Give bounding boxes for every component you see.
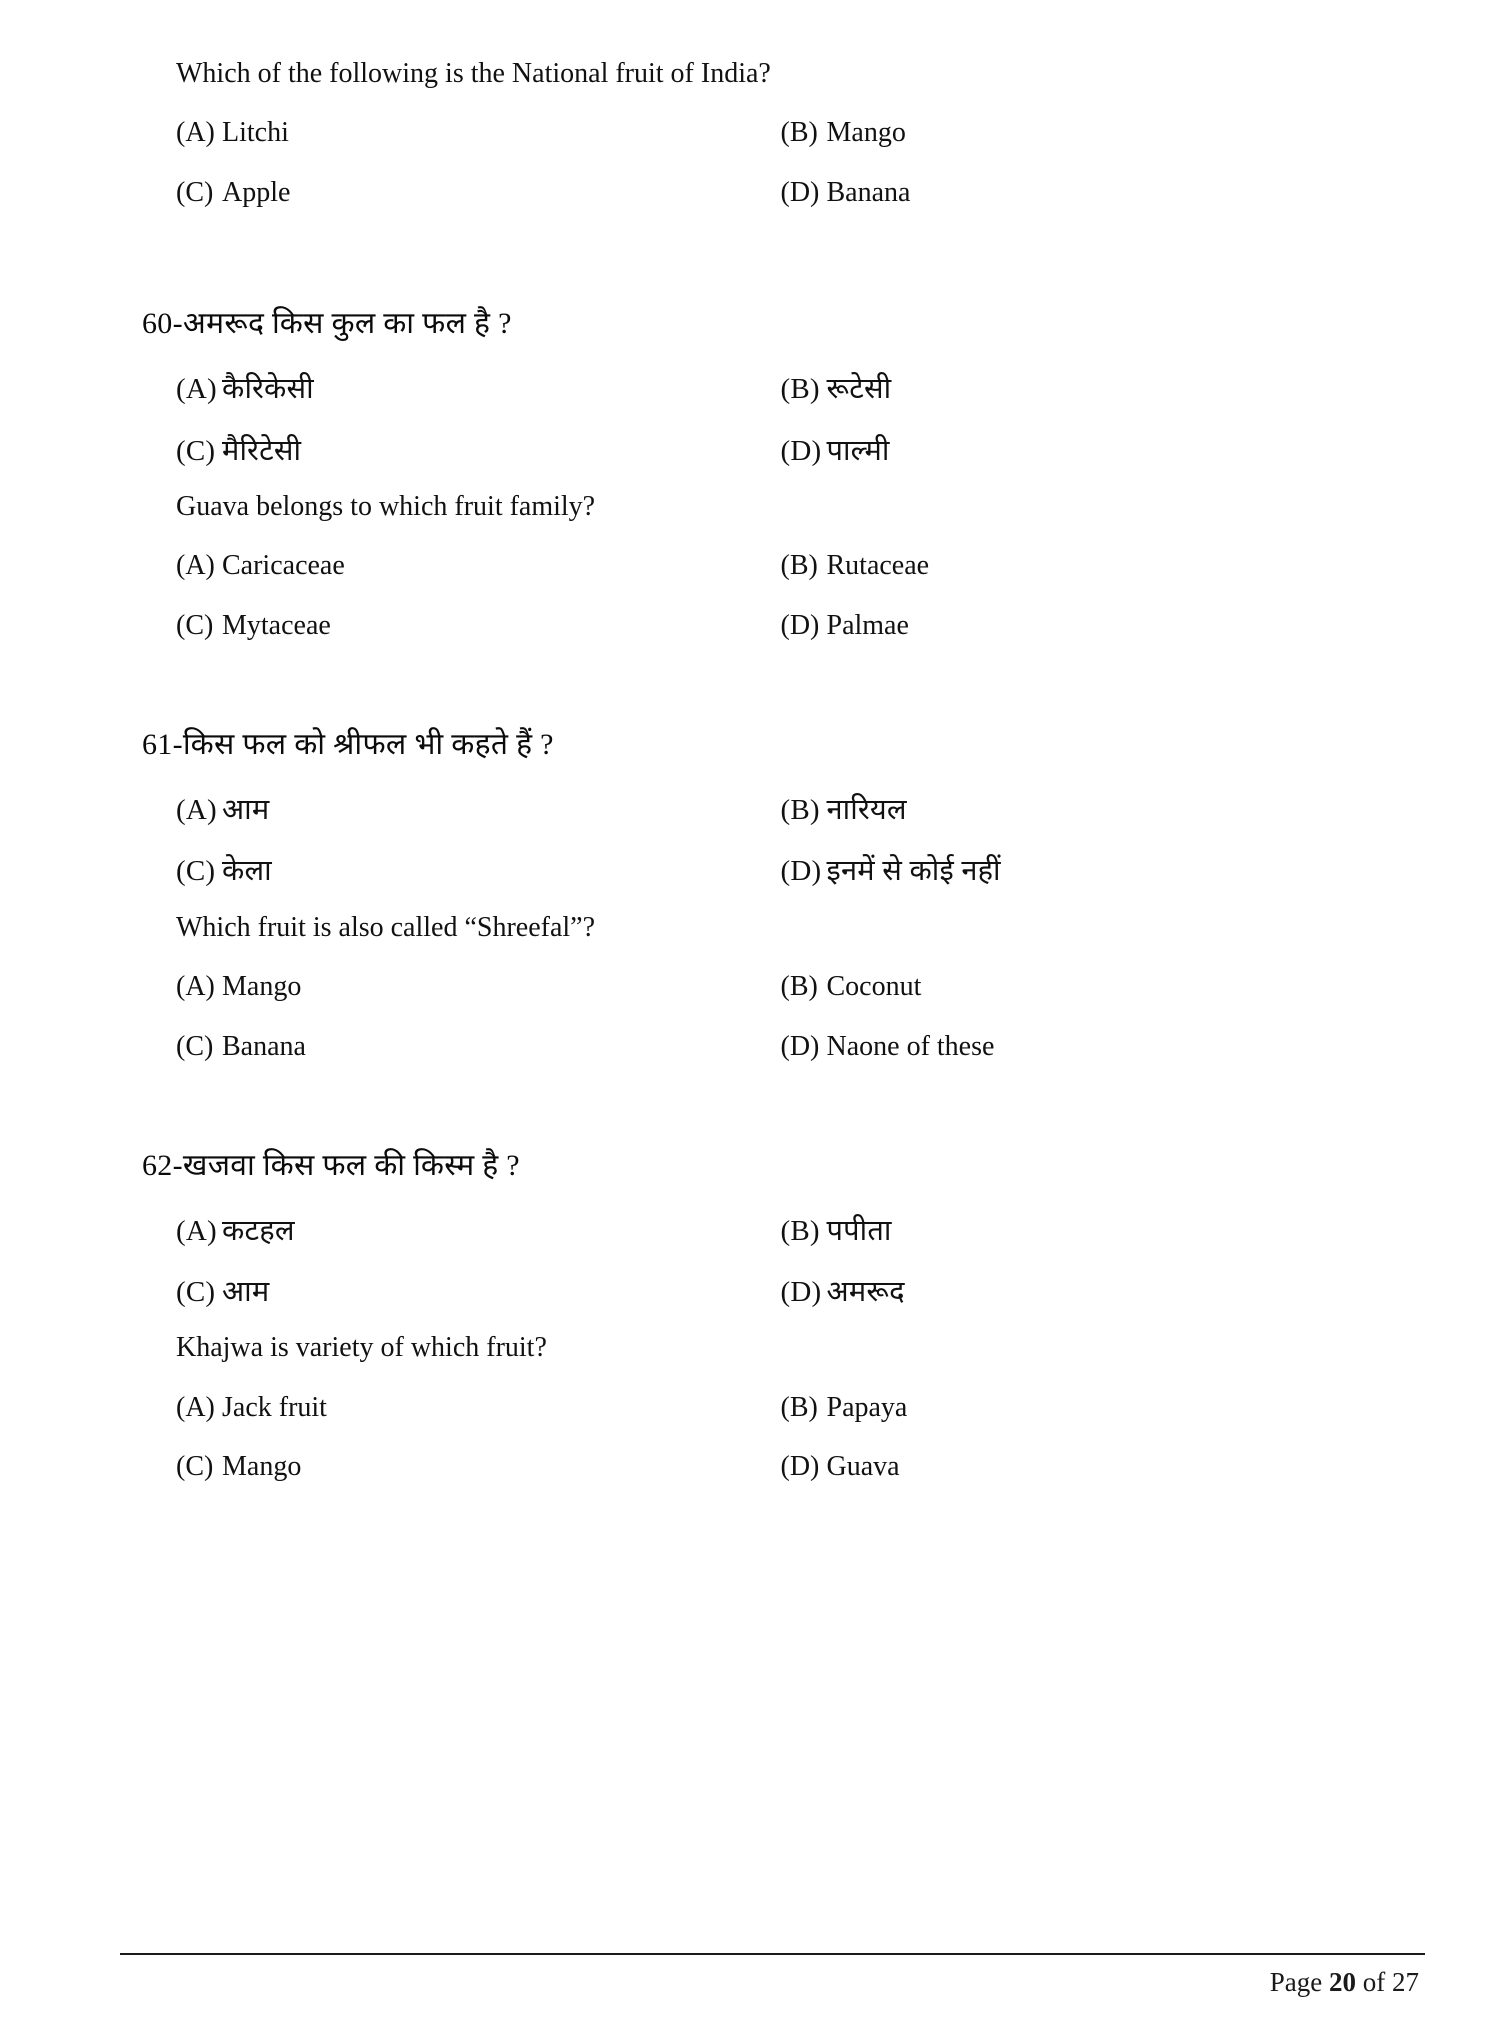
option-text: कटहल — [222, 1215, 295, 1248]
option-b[interactable] — [781, 968, 1386, 1006]
inner-spacer — [120, 471, 1385, 489]
footer-page-word: Page — [1269, 1967, 1323, 1997]
option-row — [176, 1273, 1385, 1312]
question-text-hindi: 61-किस फल को श्रीफल भी कहते हैं ? — [142, 727, 554, 761]
option-label: (D) — [780, 177, 820, 209]
option-label: (C) — [176, 609, 214, 641]
question-block-61 — [120, 725, 1385, 1066]
option-b[interactable] — [781, 547, 1386, 585]
question-text-hindi: 60-अमरूद किस कुल का फल है ? — [142, 306, 512, 340]
options-group-english — [120, 968, 1385, 1066]
option-row — [176, 852, 1385, 891]
option-label: (C) — [176, 177, 214, 209]
option-d[interactable] — [781, 1273, 1386, 1312]
section-spacer — [120, 691, 1385, 725]
option-label: (A) — [176, 1391, 215, 1423]
option-c[interactable] — [176, 1028, 781, 1066]
option-label: (D) — [780, 1451, 820, 1483]
option-label: (B) — [780, 550, 818, 582]
option-a[interactable] — [176, 1212, 781, 1251]
option-a[interactable] — [176, 370, 781, 409]
option-text: Rutaceae — [826, 550, 930, 582]
option-text: कैरिकेसी — [222, 373, 314, 406]
option-label: (C) — [176, 1276, 216, 1309]
option-text: रूटेसी — [826, 373, 892, 406]
option-row — [176, 1448, 1385, 1486]
option-label: (D) — [780, 1276, 822, 1309]
option-a[interactable] — [176, 547, 781, 585]
option-c[interactable] — [176, 607, 781, 645]
option-text: Papaya — [826, 1391, 908, 1423]
footer-page-total: 27 — [1392, 1967, 1419, 1997]
options-group-hindi — [120, 791, 1385, 891]
option-row — [176, 607, 1385, 645]
option-text: Coconut — [826, 970, 922, 1002]
option-text: पपीता — [826, 1215, 892, 1248]
option-row — [176, 174, 1385, 212]
footer-page-number: 20 — [1329, 1967, 1356, 1997]
question-text-hindi: 62-खजवा किस फल की किस्म है ? — [142, 1148, 520, 1182]
option-text: आम — [222, 794, 270, 827]
question-text-english: Which fruit is also called “Shreefal”? — [176, 911, 596, 943]
option-text: Caricaceae — [222, 550, 345, 582]
option-text: Litchi — [222, 117, 289, 149]
section-spacer — [120, 1112, 1385, 1146]
option-label: (B) — [780, 373, 820, 406]
option-d[interactable] — [781, 174, 1386, 212]
question-block-60 — [120, 304, 1385, 645]
option-label: (B) — [780, 1391, 818, 1423]
inner-spacer — [120, 892, 1385, 910]
option-text: केला — [222, 855, 272, 888]
options-group-english — [120, 1389, 1385, 1487]
options-group-english — [120, 114, 1385, 212]
option-label: (C) — [176, 855, 216, 888]
option-row — [176, 1389, 1385, 1427]
question-text-english: Khajwa is variety of which fruit? — [176, 1332, 547, 1364]
option-d[interactable] — [781, 852, 1386, 891]
option-c[interactable] — [176, 1448, 781, 1486]
question-text-english: Guava belongs to which fruit family? — [176, 490, 596, 522]
option-d[interactable] — [781, 432, 1386, 471]
option-label: (D) — [780, 1030, 820, 1062]
option-row — [176, 432, 1385, 471]
option-text: Mango — [222, 1451, 302, 1483]
option-text: पाल्मी — [826, 434, 890, 467]
option-text: Guava — [826, 1451, 900, 1483]
option-label: (A) — [176, 794, 217, 827]
option-label: (D) — [780, 855, 822, 888]
option-text: नारियल — [826, 794, 907, 827]
option-c[interactable] — [176, 1273, 781, 1312]
footer-divider — [120, 1953, 1425, 1955]
option-a[interactable] — [176, 968, 781, 1006]
option-text: Mytaceae — [222, 609, 331, 641]
option-row — [176, 1028, 1385, 1066]
option-label: (B) — [780, 117, 818, 149]
option-a[interactable] — [176, 791, 781, 830]
option-d[interactable] — [781, 607, 1386, 645]
option-label: (B) — [780, 970, 818, 1002]
question-text-english: Which of the following is the National fruit of India? — [176, 58, 771, 89]
option-label: (C) — [176, 434, 216, 467]
option-text: Banana — [826, 177, 911, 209]
option-c[interactable] — [176, 432, 781, 471]
option-text: इनमें से कोई नहीं — [826, 855, 1001, 888]
option-row — [176, 547, 1385, 585]
question-block-62 — [120, 1146, 1385, 1487]
option-label: (B) — [780, 794, 820, 827]
options-group-hindi — [120, 1212, 1385, 1312]
option-text: Mango — [222, 970, 302, 1002]
footer-of-word: of — [1362, 1967, 1386, 1997]
option-b[interactable] — [781, 791, 1386, 830]
option-b[interactable] — [781, 1212, 1386, 1251]
option-row — [176, 791, 1385, 830]
inner-spacer — [120, 1312, 1385, 1330]
option-text: अमरूद — [826, 1276, 905, 1309]
option-text: Naone of these — [826, 1030, 995, 1062]
option-text: Apple — [222, 177, 291, 209]
option-row — [176, 114, 1385, 152]
option-a[interactable] — [176, 114, 781, 152]
section-spacer — [120, 258, 1385, 304]
option-d[interactable] — [781, 1028, 1386, 1066]
option-b[interactable] — [781, 1389, 1386, 1427]
page-footer — [120, 1953, 1425, 1998]
option-row — [176, 1212, 1385, 1251]
page-number-indicator — [120, 1967, 1425, 1998]
option-c[interactable] — [176, 174, 781, 212]
option-text: मैरिटेसी — [222, 434, 302, 467]
option-text: Banana — [222, 1030, 306, 1062]
options-group-english — [120, 547, 1385, 645]
option-row — [176, 968, 1385, 1006]
options-group-hindi — [120, 370, 1385, 470]
option-label: (B) — [780, 1215, 820, 1248]
option-label: (D) — [780, 434, 822, 467]
option-label: (D) — [780, 609, 820, 641]
option-label: (A) — [176, 970, 215, 1002]
option-a[interactable] — [176, 1389, 781, 1427]
option-label: (A) — [176, 373, 217, 406]
option-d[interactable] — [781, 1448, 1386, 1486]
option-text: Mango — [826, 117, 906, 149]
option-b[interactable] — [781, 114, 1386, 152]
option-label: (C) — [176, 1451, 214, 1483]
option-b[interactable] — [781, 370, 1386, 409]
option-text: Palmae — [826, 609, 909, 641]
option-text: Jack fruit — [222, 1391, 327, 1423]
question-block-partial — [120, 56, 1385, 212]
option-label: (A) — [176, 117, 215, 149]
option-c[interactable] — [176, 852, 781, 891]
option-label: (A) — [176, 550, 215, 582]
option-label: (C) — [176, 1030, 214, 1062]
option-text: आम — [222, 1276, 270, 1309]
option-row — [176, 370, 1385, 409]
option-label: (A) — [176, 1215, 217, 1248]
